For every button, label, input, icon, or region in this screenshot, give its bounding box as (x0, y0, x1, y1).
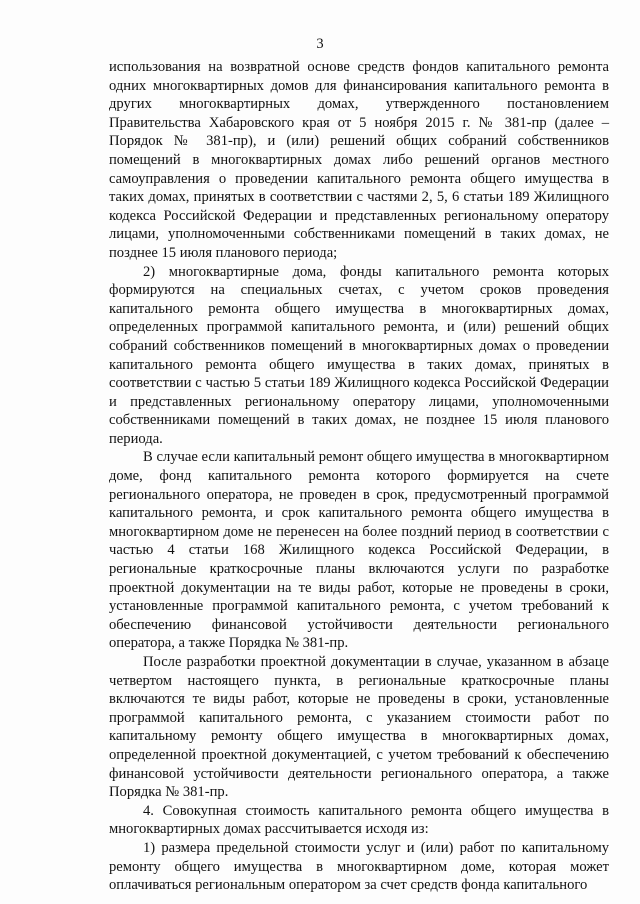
paragraph-design-docs: В случае если капитальный ремонт общего имущества в многоквартирном доме, фонд капитального ремонта которого формируется на счете регионального оператора, не проведен в срок, предусмотренный программой капитального ремонта, и срок капитального ремонта общего имущества в многоквартирном доме не перенесен на более поздний период в соответствии с частью 4 статьи 168 Жилищного кодекса Российской Федерации, в региональные краткосрочные планы включаются услуги по разработке проектной документации на те виды работ, которые не проведены в сроки, установленные программой капитального ремонта, с учетом требований к обеспечению финансовой устойчивости деятельности регионального оператора, а также Порядка № 381-пр. (109, 449, 609, 652)
paragraph-item-2: 2) многоквартирные дома, фонды капитального ремонта которых формируются на специальных счетах, с учетом сроков проведения капитального ремонта общего имущества в многоквартирных домах, определенных программой капитального ремонта, и (или) решений общих собраний собственников помещений в многоквартирных домах о проведении капитального ремонта общего имущества в таких домах, принятых в соответствии с частью 5 статьи 189 Жилищного кодекса Российской Федерации и представленных региональному оператору лицами, уполномоченными собственниками помещений в таких домах, не позднее 15 июля планового периода. (109, 263, 609, 447)
paragraph-item-4: 4. Совокупная стоимость капитального ремонта общего имущества в многоквартирных домах рассчитывается исходя из: (109, 802, 609, 838)
paragraph-item-4-1: 1) размера предельной стоимости услуг и (или) работ по капитальному ремонту общего имущества в многоквартирном доме, которая может оплачиваться региональным оператором за счет средств фонда капитального (109, 839, 609, 894)
paragraph-continuation: использования на возвратной основе средств фондов капитального ремонта одних многоквартирных домов для финансирования капитального ремонта в других многоквартирных домах, утвержденного постановлением Правительства Хабаровского края от 5 ноября 2015 г. № 381-пр (далее – Порядок № 381-пр), и (или) решений общих собраний собственников помещений в многоквартирных домах либо решений органов местного самоуправления о проведении капитального ремонта общего имущества в таких домах, принятых в соответствии с частями 2, 5, 6 статьи 189 Жилищного кодекса Российской Федерации и представленных региональному оператору лицами, уполномоченными собственниками помещений в таких домах, не позднее 15 июля планового периода; (109, 59, 609, 261)
document-body (109, 58, 609, 895)
paragraph-after-design: После разработки проектной документации в случае, указанном в абзаце четвертом настоящего пункта, в региональные краткосрочные планы включаются те виды работ, которые не проведены в сроки, установленные программой капитального ремонта, с указанием стоимости работ по капитальному ремонту общего имущества в многоквартирных домах, определенной проектной документацией, с учетом требований к обеспечению финансовой устойчивости деятельности регионального оператора, а также Порядка № 381-пр. (109, 654, 609, 801)
page-number: 3 (316, 36, 324, 52)
